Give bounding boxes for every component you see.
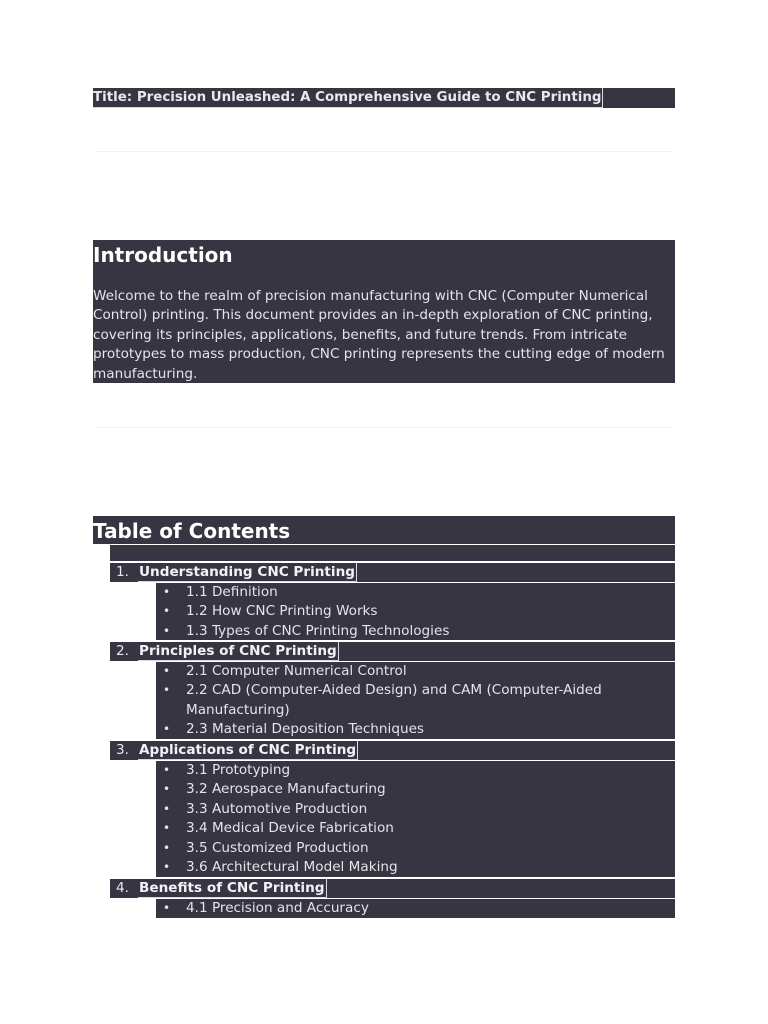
toc-section-number: 2. [116, 643, 129, 659]
toc-subitem: • 1.2 How CNC Printing Works [156, 602, 675, 621]
bullet-icon: • [163, 821, 171, 836]
introduction-body: Welcome to the realm of precision manufacturing with CNC (Computer Numerical Control) printing. This document provides an in-depth exploration of CNC printing, covering its principles, applications, benefits, and future trends. From intricate prototypes to mass production, CNC printing represents the cutting edge of modern manufacturing. [93, 288, 665, 382]
toc-subitems [156, 899, 675, 918]
document-title: Title: Precision Unleashed: A Comprehensive Guide to CNC Printing [93, 88, 603, 108]
toc-section-number: 4. [116, 880, 129, 896]
bullet-icon: • [163, 722, 171, 737]
toc-subitem: • 3.1 Prototyping [156, 761, 675, 780]
toc-section-number: 1. [116, 564, 129, 580]
bullet-icon: • [163, 782, 171, 797]
toc-subitem: • 3.2 Aerospace Manufacturing [156, 780, 675, 799]
bullet-icon: • [163, 585, 171, 599]
toc-subitem: • 1.1 Definition [156, 583, 675, 602]
bullet-icon: • [163, 604, 171, 619]
bullet-icon: • [163, 623, 171, 638]
toc-subitem: • 4.1 Precision and Accuracy [156, 899, 675, 918]
toc-section-row [110, 563, 675, 582]
toc-section-label: Applications of CNC Printing [139, 742, 357, 758]
toc-subitem: • 1.3 Types of CNC Printing Technologies [156, 622, 675, 641]
toc-subitems [156, 583, 675, 640]
toc-blank-row [110, 545, 675, 561]
bullet-icon: • [163, 683, 171, 698]
toc-section-number: 3. [116, 742, 129, 758]
toc-section-row [110, 642, 675, 661]
toc-subitems [156, 761, 675, 877]
bullet-icon: • [163, 840, 171, 855]
document-title-bar [93, 88, 675, 108]
toc-section-row [110, 741, 675, 760]
bullet-icon: • [163, 860, 171, 875]
toc-subitem: • 3.6 Architectural Model Making [156, 858, 675, 877]
toc-subitem: • 2.1 Computer Numerical Control [156, 662, 675, 681]
toc-subitem: • 3.4 Medical Device Fabrication [156, 819, 675, 838]
toc-subitems [156, 662, 675, 739]
toc-section-row [110, 879, 675, 898]
toc-heading: Table of Contents [93, 519, 291, 543]
toc-section-label: Principles of CNC Printing [139, 643, 337, 659]
introduction-section [93, 240, 675, 383]
bullet-icon: • [163, 763, 171, 777]
toc-section-label: Benefits of CNC Printing [139, 880, 325, 896]
divider [95, 427, 673, 428]
bullet-icon: • [163, 801, 171, 816]
toc-subitem: • 2.2 CAD (Computer-Aided Design) and CAM (Computer-Aided Manufacturing) [163, 682, 602, 718]
introduction-heading: Introduction [93, 243, 233, 267]
toc-section-label: Understanding CNC Printing [139, 564, 355, 580]
toc-subitem: • 3.5 Customized Production [156, 839, 675, 858]
toc-subitem: • 2.3 Material Deposition Techniques [156, 720, 675, 739]
bullet-icon: • [163, 664, 171, 678]
divider [95, 151, 673, 152]
toc-subitem: • 3.3 Automotive Production [156, 800, 675, 819]
bullet-icon: • [163, 901, 171, 915]
toc-heading-bar [93, 516, 675, 544]
